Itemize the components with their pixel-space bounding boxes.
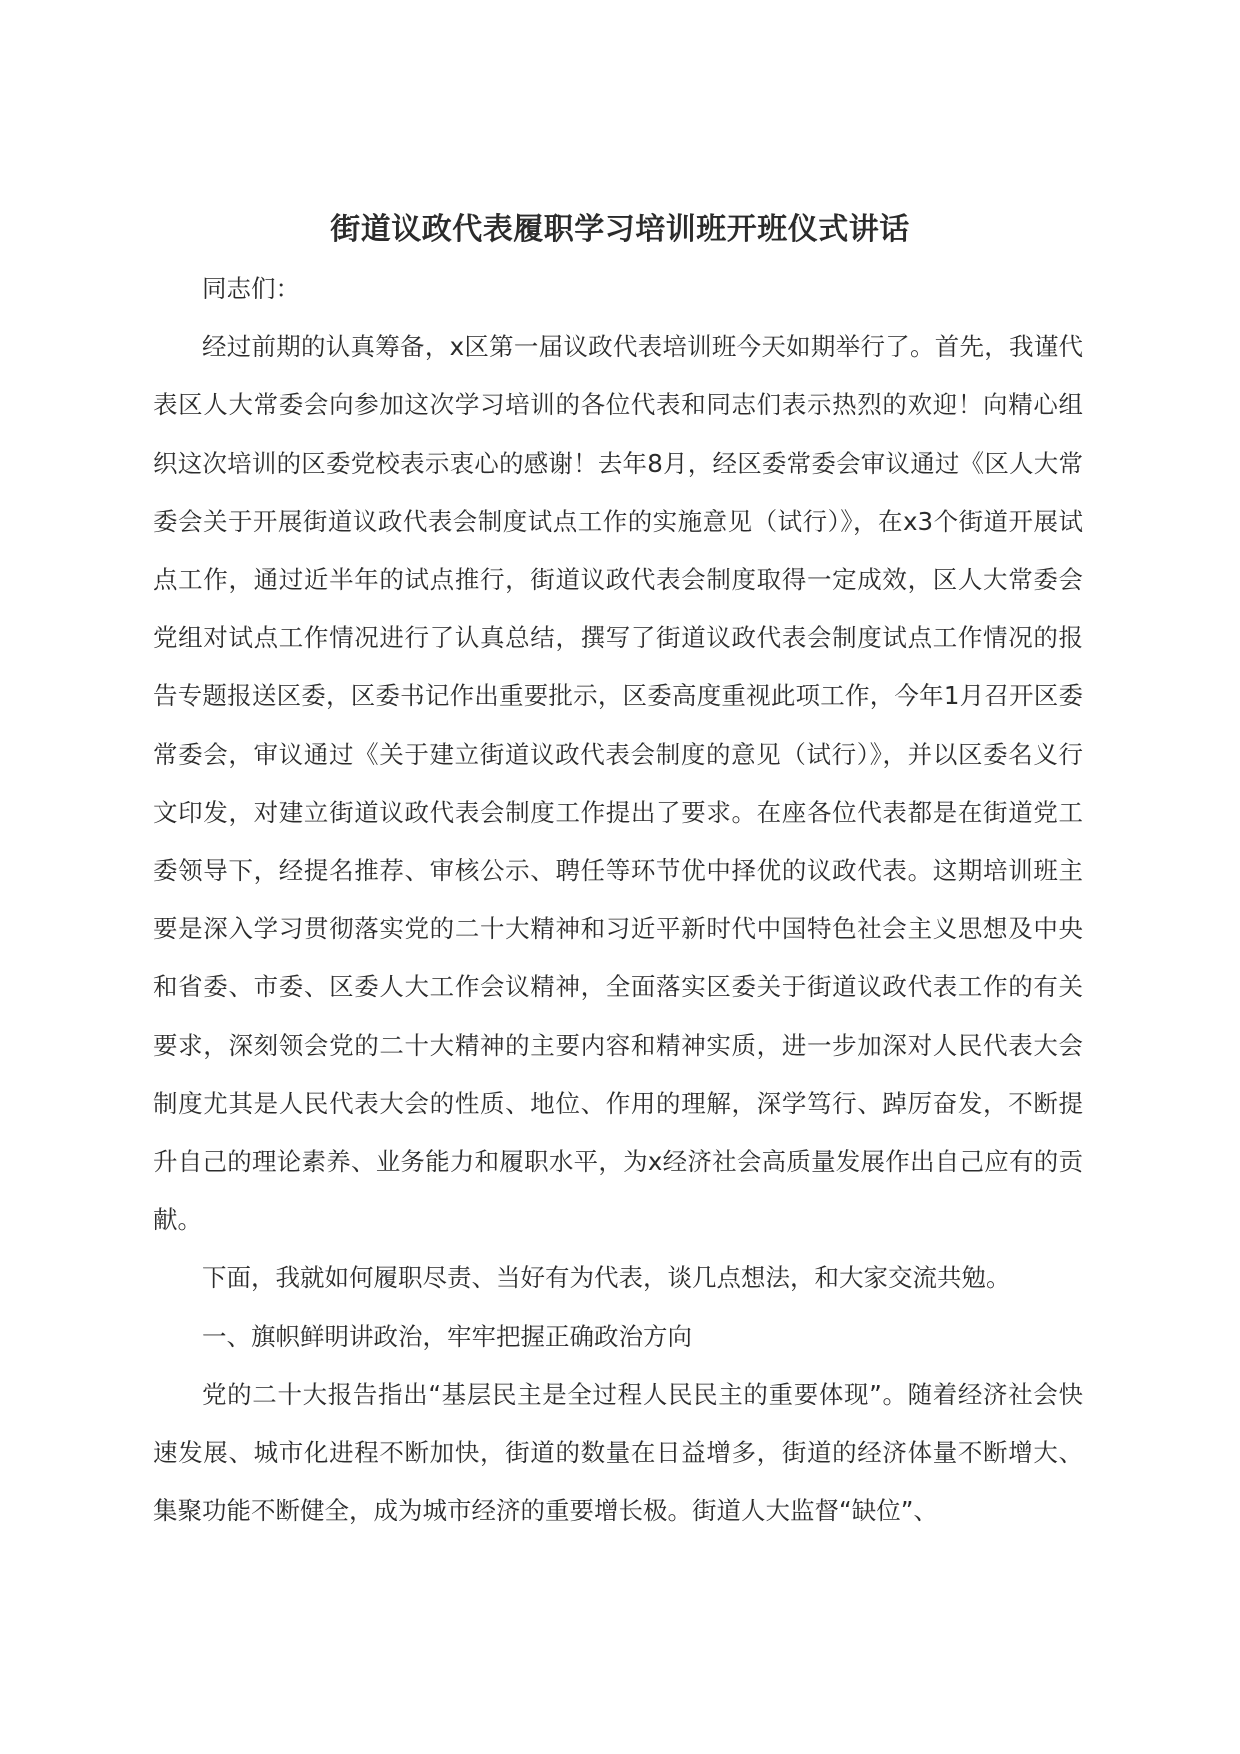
salutation-paragraph: 同志们： [202, 274, 300, 303]
section-1-paragraph: 党的二十大报告指出“基层民主是全过程人民民主的重要体现”。随着经济社会快速发展、城市化进程不断加快，街道的数量在日益增多，街道的经济体量不断增大、集聚功能不断健全，成为城市经济的重要增长极。街道人大监督“缺位”、 [153, 1379, 1083, 1526]
intro-paragraph: 经过前期的认真筹备，x区第一届议政代表培训班今天如期举行了。首先，我谨代表区人大常委会向参加这次学习培训的各位代表和同志们表示热烈的欢迎！向精心组织这次培训的区委党校表示衷心的感谢！去年8月，经区委常委会审议通过《区人大常委会关于开展街道议政代表会制度试点工作的实施意见（试行）》，在x3个街道开展试点工作，通过近半年的试点推行，街道议政代表会制度取得一定成效，区人大常委会党组对试点工作情况进行了认真总结，撰写了街道议政代表会制度试点工作情况的报告专题报送区委，区委书记作出重要批示，区委高度重视此项工作，今年1月召开区委常委会，审议通过《关于建立街道议政代表会制度的意见（试行）》，并以区委名义行文印发，对建立街道议政代表会制度工作提出了要求。在座各位代表都是在街道党工委领导下，经提名推荐、审核公示、聘任等环节优中择优的议政代表。这期培训班主要是深入学习贯彻落实党的二十大精神和习近平新时代中国特色社会主义思想及中央和省委、市委、区委人大工作会议精神，全面落实区委关于街道议政代表工作的有关要求，深刻领会党的二十大精神的主要内容和精神实质，进一步加深对人民代表大会制度尤其是人民代表大会的性质、地位、作用的理解，深学笃行、踔厉奋发，不断提升自己的理论素养、业务能力和履职水平，为x经济社会高质量发展作出自己应有的贡献。 [153, 332, 1083, 1235]
document-title: 街道议政代表履职学习培训班开班仪式讲话 [330, 212, 910, 248]
document-body [153, 260, 1083, 1540]
section-heading-1: 一、旗帜鲜明讲政治，牢牢把握正确政治方向 [202, 1321, 692, 1351]
transition-paragraph: 下面，我就如何履职尽责、当好有为代表，谈几点想法，和大家交流共勉。 [202, 1263, 1011, 1293]
